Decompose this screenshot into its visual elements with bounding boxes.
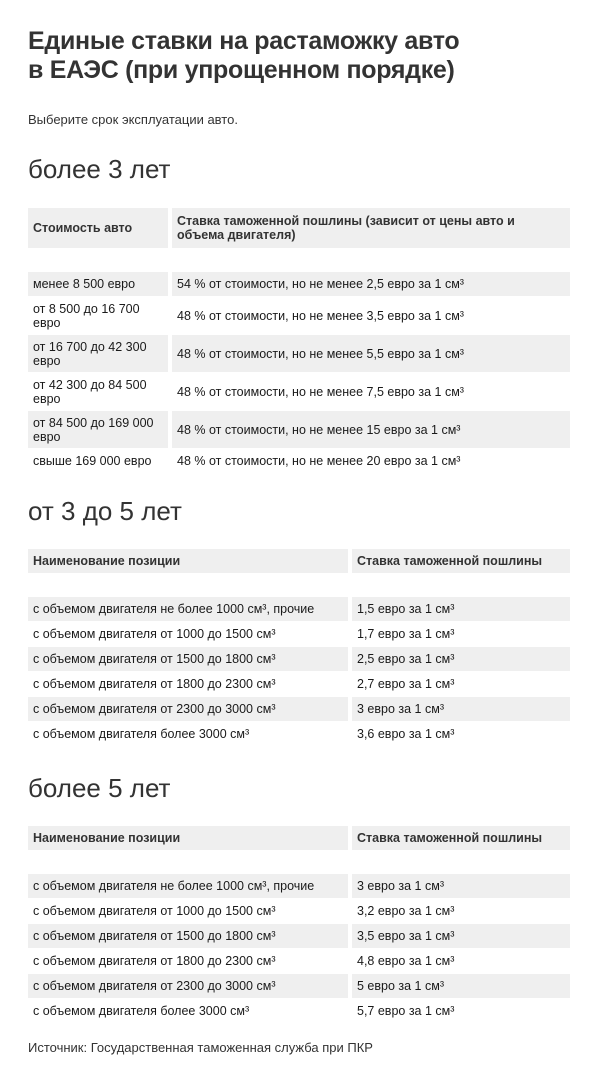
title-line-2: в ЕАЭС (при упрощенном порядке) — [28, 56, 455, 84]
row-rate: 48 % от стоимости, но не менее 7,5 евро за 1 см³ — [168, 373, 570, 410]
row-name: с объемом двигателя более 3000 см³ — [33, 727, 250, 741]
row-rate: 2,7 евро за 1 см³ — [348, 672, 570, 696]
row-rate: 54 % от стоимости, но не менее 2,5 евро за 1 см³ — [168, 272, 570, 296]
table-row — [28, 974, 570, 998]
infographic — [28, 27, 570, 1023]
table-row — [28, 874, 570, 898]
table-row — [28, 449, 570, 473]
column-header-name: Наименование позиции — [28, 826, 348, 850]
row-name: с объемом двигателя от 1500 до 1800 см³ — [28, 924, 348, 948]
row-name: с объемом двигателя от 2300 до 3000 см³ — [28, 697, 348, 721]
row-rate: 5,7 евро за 1 см³ — [348, 999, 570, 1023]
row-rate: 4,8 евро за 1 см³ — [348, 949, 570, 973]
table-row — [28, 672, 570, 696]
row-name: с объемом двигателя от 1800 до 2300 см³ — [33, 677, 276, 691]
row-name: от 8 500 до 16 700 евро — [33, 301, 140, 330]
table-row — [28, 335, 570, 372]
row-rate: 3 евро за 1 см³ — [348, 874, 570, 898]
table-row — [28, 272, 570, 296]
section-3-to-5-years — [28, 495, 570, 746]
section-over-3-years — [28, 153, 570, 473]
row-name: с объемом двигателя от 1500 до 1800 см³ — [28, 647, 348, 671]
column-header-name: Наименование позиции — [28, 549, 348, 573]
row-name: с объемом двигателя от 1000 до 1500 см³ — [33, 627, 276, 641]
row-rate: 48 % от стоимости, но не менее 3,5 евро за 1 см³ — [168, 297, 570, 334]
table-row — [28, 899, 570, 923]
row-name: с объемом двигателя от 1000 до 1500 см³ — [33, 904, 276, 918]
row-rate: 1,5 евро за 1 см³ — [348, 597, 570, 621]
row-name: менее 8 500 евро — [28, 272, 168, 296]
row-name: от 16 700 до 42 300 евро — [28, 335, 168, 372]
row-rate: 5 евро за 1 см³ — [348, 974, 570, 998]
section-heading: более 5 лет — [28, 773, 171, 803]
row-rate: 48 % от стоимости, но не менее 15 евро за 1 см³ — [168, 411, 570, 448]
title-line-1: Единые ставки на растаможку авто — [28, 27, 460, 55]
table-row — [28, 697, 570, 721]
row-name: с объемом двигателя не более 1000 см³, прочие — [28, 874, 348, 898]
source-note: Источник: Государственная таможенная служба при ПКР — [28, 1040, 373, 1055]
column-header-rate: Ставка таможенной пошлины — [348, 826, 570, 850]
row-rate: 48 % от стоимости, но не менее 5,5 евро за 1 см³ — [168, 335, 570, 372]
rates-table — [28, 549, 570, 746]
row-name: с объемом двигателя от 1800 до 2300 см³ — [33, 954, 276, 968]
table-row — [28, 647, 570, 671]
row-rate: 3 евро за 1 см³ — [348, 697, 570, 721]
table-row — [28, 722, 570, 746]
table-row — [28, 622, 570, 646]
row-name: от 42 300 до 84 500 евро — [33, 377, 147, 406]
row-name: от 84 500 до 169 000 евро — [28, 411, 168, 448]
row-name: с объемом двигателя от 2300 до 3000 см³ — [28, 974, 348, 998]
section-over-5-years — [28, 772, 570, 1023]
column-header-rate: Ставка таможенной пошлины (зависит от цены авто и объема двигателя) — [168, 208, 570, 248]
section-heading: более 3 лет — [28, 154, 171, 184]
table-row — [28, 924, 570, 948]
row-rate: 3,5 евро за 1 см³ — [348, 924, 570, 948]
rates-table — [28, 826, 570, 1023]
table-row — [28, 999, 570, 1023]
row-rate: 48 % от стоимости, но не менее 20 евро за 1 см³ — [168, 449, 570, 473]
subtitle: Выберите срок эксплуатации авто. — [28, 112, 238, 127]
table-row — [28, 297, 570, 334]
row-rate: 1,7 евро за 1 см³ — [348, 622, 570, 646]
rates-table — [28, 208, 570, 473]
row-rate: 3,6 евро за 1 см³ — [348, 722, 570, 746]
row-name: с объемом двигателя не более 1000 см³, прочие — [28, 597, 348, 621]
section-heading: от 3 до 5 лет — [28, 496, 182, 526]
row-name: с объемом двигателя более 3000 см³ — [33, 1004, 250, 1018]
column-header-rate: Ставка таможенной пошлины — [348, 549, 570, 573]
column-header-cost: Стоимость авто — [28, 208, 168, 248]
table-row — [28, 411, 570, 448]
table-row — [28, 373, 570, 410]
row-rate: 2,5 евро за 1 см³ — [348, 647, 570, 671]
page-title — [28, 27, 570, 85]
row-rate: 3,2 евро за 1 см³ — [348, 899, 570, 923]
row-name: свыше 169 000 евро — [33, 454, 152, 468]
table-row — [28, 597, 570, 621]
table-row — [28, 949, 570, 973]
